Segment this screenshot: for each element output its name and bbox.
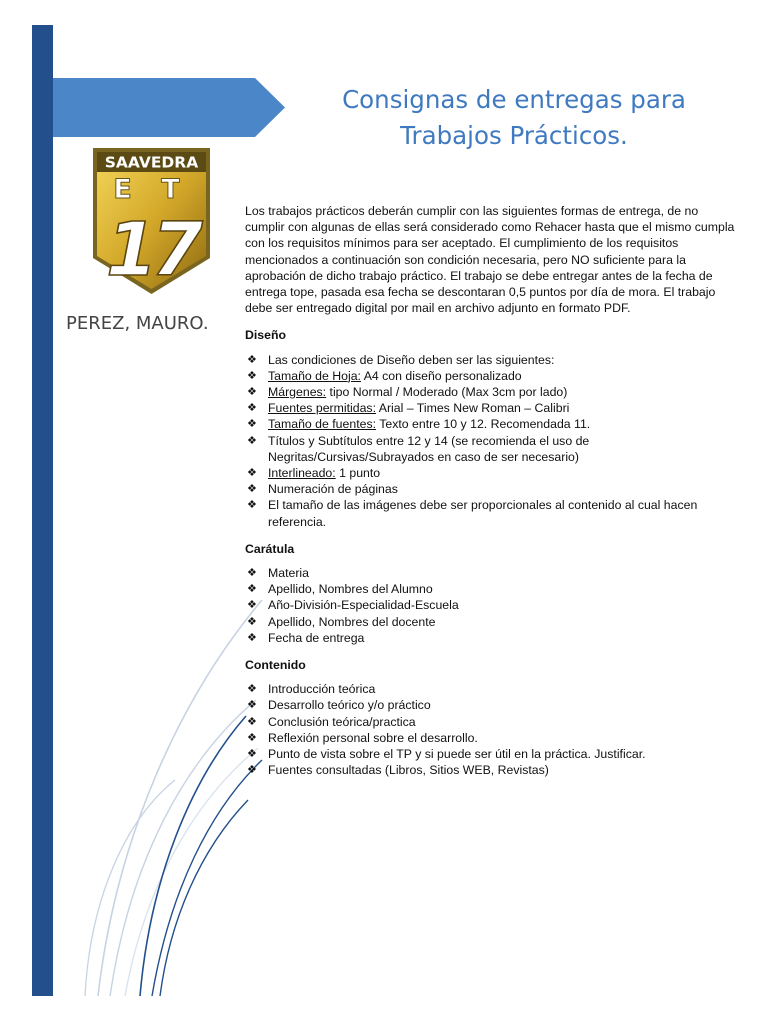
diamond-bullet-icon: ❖ <box>247 499 257 512</box>
intro-paragraph: Los trabajos prácticos deberán cumplir con las siguientes formas de entrega, de no cumplir con algunas de ellas será considerado como Rehacer hasta que el mismo cumpla con los requisitos mínimos para ser aceptado. El cumplimiento de los requisitos mencionados a continuación son condición necesaria, pero NO suficiente para la aprobación de dicho trabajo práctico. El trabajo se debe entregar antes de la fecha de entrega tope, pasada esa fecha se descontaran 0,5 puntos por día de mora. El trabajo debe ser entregado digital por mail en archivo adjunto en formato PDF. <box>245 204 735 316</box>
list-item: ❖ Reflexión personal sobre el desarrollo. <box>247 730 478 745</box>
diamond-bullet-icon: ❖ <box>247 418 257 431</box>
list-item: ❖ Apellido, Nombres del Alumno <box>247 582 433 597</box>
diamond-bullet-icon: ❖ <box>247 369 257 382</box>
list-item: ❖ Numeración de páginas <box>247 482 398 497</box>
list-item: ❖ Márgenes: tipo Normal / Moderado (Max 3cm por lado) <box>247 385 568 400</box>
section-heading-diseno: Diseño <box>245 328 286 343</box>
contenido-list <box>245 681 740 778</box>
title-line-2: Trabajos Prácticos. <box>400 121 628 150</box>
diseno-list <box>245 352 740 530</box>
diamond-bullet-icon: ❖ <box>247 567 257 580</box>
list-item: ❖ Desarrollo teórico y/o práctico <box>247 698 431 713</box>
diamond-bullet-icon: ❖ <box>247 715 257 728</box>
diamond-bullet-icon: ❖ <box>247 599 257 612</box>
section-heading-contenido: Contenido <box>245 658 306 673</box>
list-item: ❖ Introducción teórica <box>247 682 376 697</box>
list-item: ❖ Títulos y Subtítulos entre 12 y 14 (se recomienda el uso de Negritas/Cursivas/Subrayados en caso de ser necesario) <box>247 433 590 464</box>
logo-number: 17 <box>106 207 197 293</box>
page-title <box>300 82 728 154</box>
list-item: ❖ Conclusión teórica/practica <box>247 714 416 729</box>
list-item: ❖ El tamaño de las imágenes debe ser proporcionales al contenido al cual hacen referencia. <box>247 498 698 529</box>
list-item: ❖ Las condiciones de Diseño deben ser las siguientes: <box>247 352 555 367</box>
section-heading-caratula: Carátula <box>245 541 295 556</box>
list-item: ❖ Apellido, Nombres del docente <box>247 614 436 629</box>
list-item: ❖ Fuentes permitidas: Arial – Times New Roman – Calibri <box>247 401 570 416</box>
diamond-bullet-icon: ❖ <box>247 683 257 696</box>
diamond-bullet-icon: ❖ <box>247 748 257 761</box>
diamond-bullet-icon: ❖ <box>247 699 257 712</box>
title-arrow-banner <box>53 78 285 137</box>
list-item: ❖ Fuentes consultadas (Libros, Sitios WEB, Revistas) <box>247 763 549 778</box>
diamond-bullet-icon: ❖ <box>247 731 257 744</box>
student-name: PEREZ, MAURO. <box>66 313 209 334</box>
caratula-list <box>245 565 740 646</box>
logo-letters: E T <box>113 174 190 205</box>
list-item: ❖ Punto de vista sobre el TP y si puede ser útil en la práctica. Justificar. <box>247 747 646 762</box>
logo-top-text: SAAVEDRA <box>104 153 199 172</box>
diamond-bullet-icon: ❖ <box>247 434 257 447</box>
title-line-1: Consignas de entregas para <box>342 85 686 114</box>
list-item: ❖ Fecha de entrega <box>247 630 365 645</box>
diamond-bullet-icon: ❖ <box>247 467 257 480</box>
diamond-bullet-icon: ❖ <box>247 631 257 644</box>
list-item: ❖ Año-División-Especialidad-Escuela <box>247 598 459 613</box>
school-logo <box>91 146 212 296</box>
list-item: ❖ Tamaño de Hoja: A4 con diseño personalizado <box>247 368 522 383</box>
diamond-bullet-icon: ❖ <box>247 386 257 399</box>
diamond-bullet-icon: ❖ <box>247 583 257 596</box>
instructions-content <box>245 203 740 779</box>
diamond-bullet-icon: ❖ <box>247 764 257 777</box>
list-item: ❖ Interlineado: 1 punto <box>247 466 381 481</box>
diamond-bullet-icon: ❖ <box>247 402 257 415</box>
left-sidebar-bar <box>32 25 53 996</box>
diamond-bullet-icon: ❖ <box>247 615 257 628</box>
diamond-bullet-icon: ❖ <box>247 483 257 496</box>
list-item: ❖ Materia <box>247 566 310 581</box>
diamond-bullet-icon: ❖ <box>247 353 257 366</box>
list-item: ❖ Tamaño de fuentes: Texto entre 10 y 12. Recomendada 11. <box>247 417 591 432</box>
